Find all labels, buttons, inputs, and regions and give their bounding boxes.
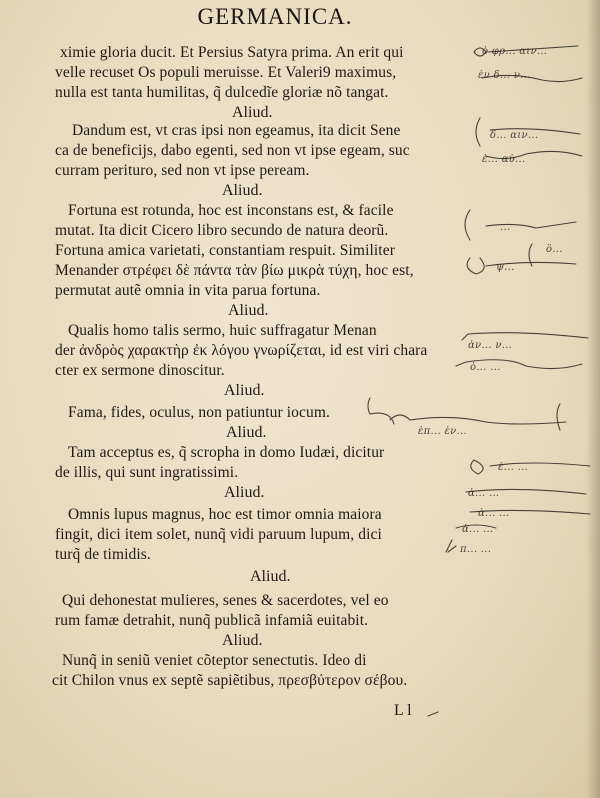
text-line: Omnis lupus magnus, hoc est timor omnia maiora [68, 506, 382, 523]
text-line: Qualis homo talis sermo, huic suffragatur Menan [68, 322, 377, 339]
text-line: Fortuna est rotunda, hoc est inconstans est, & facile [68, 202, 394, 219]
marginal-annotation: ἐ... ... [498, 462, 529, 473]
text-line: curram perituro, sed non vt ipse peream. [55, 162, 310, 179]
text-line: mutat. Ita dicit Cicero libro secundo de natura deorũ. [55, 222, 389, 239]
running-header-title: GERMANICA. [197, 4, 353, 29]
marginal-stroke [471, 460, 590, 474]
text-line: rum famæ detrahit, nunq̃ publicã infamiã euitabit. [55, 612, 369, 629]
marginal-stroke [486, 222, 576, 228]
marginal-annotation: ὁ φρ... αιν... [482, 46, 548, 57]
marginal-stroke [428, 712, 438, 716]
marginal-annotation: δ... αιν... [490, 130, 539, 141]
text-line: Dandum est, vt cras ipsi non egeamus, ita dicit Sene [72, 122, 401, 139]
marginal-stroke [462, 333, 588, 340]
marginal-annotation: ὃ... [546, 244, 563, 255]
text-line: der ἀνδρὸς χαρακτὴρ ἐκ λόγου γνωρίζεται, id est viri chara [55, 342, 428, 359]
marginal-stroke [482, 75, 582, 81]
text-line: ca de beneficijs, dabo egenti, sed non vt ipse egeam, suc [55, 142, 410, 159]
text-line: permutat autẽ omnia in vita parua fortuna. [55, 282, 321, 299]
marginal-annotation: ὁ... ... [470, 362, 501, 373]
text-line: Qui dehonestat mulieres, senes & sacerdotes, vel eo [62, 592, 389, 609]
text-line: Fama, fides, oculus, non patiuntur iocum. [68, 404, 330, 421]
marginal-annotation: ἐπ... ἐν... [418, 426, 467, 437]
marginal-stroke [490, 129, 580, 134]
marginal-annotation: ἀν... ν... [468, 340, 513, 351]
text-line: Fortuna amica varietati, constantiam respuit. Similiter [55, 242, 395, 259]
section-heading-aliud: Aliud. [224, 382, 265, 399]
section-heading-aliud: Aliud. [226, 424, 267, 441]
marginal-stroke [486, 151, 582, 158]
text-line: Menander στρέφει δὲ πάντα τὰν βίω μικρὰ τύχη, hoc est, [55, 262, 414, 279]
marginal-stroke [465, 210, 470, 240]
marginal-stroke [557, 404, 560, 430]
marginal-annotation: ἀ... ... [478, 508, 510, 519]
marginal-stroke [467, 258, 576, 274]
text-line: Tam acceptus es, q̃ scropha in domo Iudæi, dicitur [68, 444, 385, 461]
text-line: velle recuset Os populi meruisse. Et Valeri9 maximus, [55, 64, 397, 81]
marginal-annotation: ἀ... ... [468, 488, 500, 499]
marginal-stroke [466, 489, 586, 494]
text-line: ximie gloria ducit. Et Persius Satyra prima. An erit qui [60, 44, 404, 61]
marginal-annotation: ἐν δ... ν... [478, 70, 531, 81]
marginal-stroke [390, 415, 566, 424]
signature-mark: L l [394, 702, 412, 719]
text-line: de illis, qui sunt ingratissimi. [55, 464, 239, 481]
marginal-annotation: ἀ... ... [462, 524, 494, 535]
marginal-annotation: ψ... [496, 262, 515, 273]
marginal-annotation: ἐ... αὐ... [482, 154, 526, 165]
marginal-stroke [476, 118, 480, 146]
marginal-stroke [474, 46, 578, 56]
section-heading-aliud: Aliud. [250, 568, 291, 585]
marginal-annotation: ... [500, 222, 511, 233]
marginal-stroke [456, 360, 582, 369]
section-heading-aliud: Aliud. [228, 302, 269, 319]
section-heading-aliud: Aliud. [222, 632, 263, 649]
text-line: cter ex sermone dinoscitur. [55, 362, 225, 379]
section-heading-aliud: Aliud. [222, 182, 263, 199]
text-line: cit Chilon vnus ex septẽ sapiẽtibus, πρεσβύτερον σέβου. [52, 672, 408, 689]
section-heading-aliud: Aliud. [232, 104, 273, 121]
marginal-stroke [446, 540, 456, 552]
text-line: Nunq̃ in seniũ veniet cõteptor senectutis. Ideo di [62, 652, 367, 669]
text-line: turq̃ de timidis. [55, 546, 151, 563]
marginal-annotation: π... ... [460, 544, 492, 555]
marginal-stroke [456, 525, 496, 528]
text-line: fingit, dici item solet, nunq̃ vidi paruum lupum, dici [55, 526, 382, 543]
section-heading-aliud: Aliud. [224, 484, 265, 501]
marginal-stroke [470, 510, 590, 514]
text-line: nulla est tanta humilitas, q̃ dulcedĩe gloriæ nõ tangat. [55, 84, 389, 101]
